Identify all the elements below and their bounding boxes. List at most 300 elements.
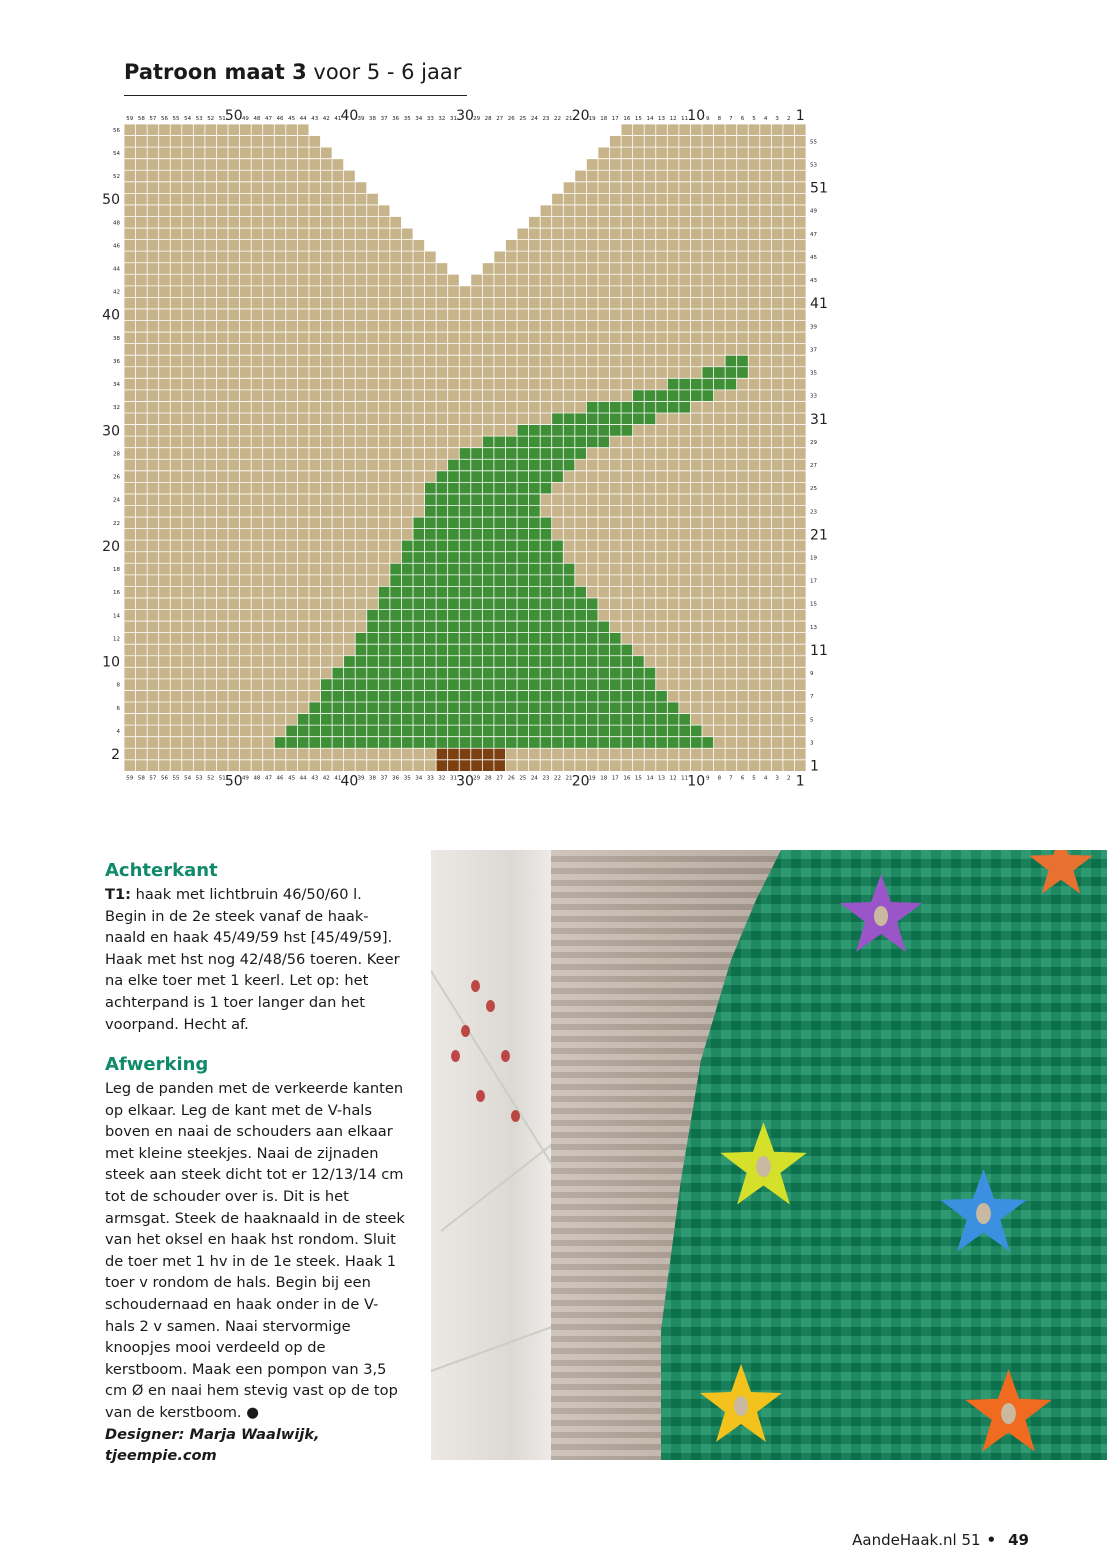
tree-cell <box>448 690 460 702</box>
column-label-bottom: 50 <box>224 773 243 790</box>
column-label-bottom: 54 <box>184 775 192 782</box>
tree-cell <box>286 725 298 737</box>
column-label-bottom: 45 <box>288 775 296 782</box>
tree-cell <box>667 378 679 390</box>
column-label-bottom: 7 <box>729 775 733 782</box>
tree-cell <box>540 459 552 471</box>
neck-cell <box>540 136 552 148</box>
column-label-top: 30 <box>456 108 474 124</box>
tree-cell <box>390 563 402 575</box>
neck-cell <box>436 124 448 136</box>
tree-cell <box>540 621 552 633</box>
tree-cell <box>690 737 702 749</box>
neck-cell <box>471 240 483 252</box>
tree-cell <box>413 725 425 737</box>
tree-cell <box>494 482 506 494</box>
tree-cell <box>274 737 286 749</box>
tree-cell <box>390 690 402 702</box>
page-footer: AandeHaak.nl 51 • 49 <box>852 1531 1029 1549</box>
tree-cell <box>552 563 564 575</box>
tree-cell <box>610 725 622 737</box>
tree-cell <box>390 575 402 587</box>
tree-cell <box>309 737 321 749</box>
tree-cell <box>586 610 598 622</box>
tree-cell <box>413 656 425 668</box>
tree-cell <box>448 552 460 564</box>
row-label-left: 40 <box>102 307 120 324</box>
tree-cell <box>401 714 413 726</box>
row-label-left: 2 <box>111 747 120 764</box>
tree-cell <box>448 529 460 541</box>
tree-cell <box>344 679 356 691</box>
tree-cell <box>540 598 552 610</box>
row-label-left: 56 <box>113 127 120 134</box>
tree-cell <box>297 714 309 726</box>
column-label-top: 19 <box>588 116 596 122</box>
tree-cell <box>413 667 425 679</box>
neck-cell <box>378 170 390 182</box>
row-label-right: 7 <box>810 694 814 701</box>
tree-cell <box>494 667 506 679</box>
tree-cell <box>575 679 587 691</box>
column-label-bottom: 43 <box>311 775 319 782</box>
row-label-right: 15 <box>810 601 818 608</box>
tree-cell <box>540 725 552 737</box>
tree-cell <box>540 552 552 564</box>
tree-cell <box>321 702 333 714</box>
star-button-blue-icon <box>936 1165 1031 1260</box>
column-label-bottom: 6 <box>740 775 745 782</box>
tree-cell <box>459 714 471 726</box>
tree-cell <box>505 679 517 691</box>
neck-cell <box>390 193 402 205</box>
tree-cell <box>413 529 425 541</box>
neck-cell <box>436 216 448 228</box>
tree-cell <box>517 563 529 575</box>
tree-cell <box>586 667 598 679</box>
neck-cell <box>390 136 402 148</box>
tree-cell <box>367 679 379 691</box>
tree-cell <box>413 633 425 645</box>
neck-cell <box>482 228 494 240</box>
tree-cell <box>425 575 437 587</box>
neck-cell <box>367 136 379 148</box>
neck-cell <box>390 205 402 217</box>
column-label-top: 13 <box>658 116 666 122</box>
neck-cell <box>332 136 344 148</box>
tree-cell <box>482 725 494 737</box>
neck-cell <box>459 216 471 228</box>
tree-cell <box>621 690 633 702</box>
row-label-right: 27 <box>810 463 818 470</box>
tree-cell <box>563 702 575 714</box>
tree-cell <box>436 471 448 483</box>
neck-cell <box>413 216 425 228</box>
neck-cell <box>448 193 460 205</box>
tree-cell <box>344 737 356 749</box>
neck-cell <box>471 136 483 148</box>
tree-cell <box>425 644 437 656</box>
tree-cell <box>505 598 517 610</box>
tree-cell <box>436 575 448 587</box>
neck-cell <box>436 182 448 194</box>
trunk-cell <box>448 748 460 760</box>
tree-cell <box>425 679 437 691</box>
tree-cell <box>598 702 610 714</box>
tree-cell <box>598 679 610 691</box>
row-label-right: 1 <box>810 758 819 775</box>
neck-cell <box>471 159 483 171</box>
tree-cell <box>471 725 483 737</box>
tree-cell <box>505 552 517 564</box>
neck-cell <box>552 147 564 159</box>
tree-cell <box>517 610 529 622</box>
neck-cell <box>563 124 575 136</box>
tree-cell <box>459 737 471 749</box>
afwerking-body: Leg de panden met de verkeerde kanten op elkaar. Leg de kant met de V-hals boven en naai de schouders aan elkaar met kleine steekjes. Naai de zijnaden steek aan steek dicht tot er 12/13/14 cm tot de schouder over is. Dit is het armsgat. Steek de haaknaald in de steek van het oksel en haak hst rondom. Sluit de toer met 1 hv in de 1e steek. Haak 1 toer v rondom de hals. Begin bij een schoudernaad en haak onder in de V-hals 2 v samen. Naai stervormige knoopjes mooi verdeeld op de kerstboom. Maak een pompon van 3,5 cm Ø en naai hem stevig vast op de top van de kerstboom. ● <box>105 1080 405 1421</box>
neck-cell <box>378 136 390 148</box>
tree-cell <box>436 737 448 749</box>
neck-cell <box>482 205 494 217</box>
column-label-top: 1 <box>795 108 805 124</box>
tree-cell <box>575 610 587 622</box>
tree-cell <box>482 471 494 483</box>
tree-cell <box>471 679 483 691</box>
neck-cell <box>575 147 587 159</box>
neck-cell <box>505 205 517 217</box>
tree-cell <box>575 598 587 610</box>
tree-cell <box>448 610 460 622</box>
tree-cell <box>413 702 425 714</box>
tree-cell <box>517 482 529 494</box>
neck-cell <box>459 240 471 252</box>
tree-cell <box>517 737 529 749</box>
tree-cell <box>482 737 494 749</box>
neck-cell <box>586 136 598 148</box>
tree-cell <box>459 725 471 737</box>
tree-cell <box>448 540 460 552</box>
tree-cell <box>679 737 691 749</box>
neck-cell <box>459 263 471 275</box>
neck-cell <box>344 124 356 136</box>
neck-cell <box>529 159 541 171</box>
tree-cell <box>436 714 448 726</box>
tree-cell <box>517 448 529 460</box>
neck-cell <box>529 136 541 148</box>
tree-cell <box>471 633 483 645</box>
tree-cell <box>494 598 506 610</box>
tree-cell <box>586 737 598 749</box>
row-label-right: 11 <box>810 642 828 659</box>
neck-cell <box>459 159 471 171</box>
neck-cell <box>540 124 552 136</box>
tree-cell <box>517 679 529 691</box>
neck-cell <box>436 147 448 159</box>
row-label-left: 54 <box>113 150 120 157</box>
neck-cell <box>459 136 471 148</box>
neck-cell <box>529 193 541 205</box>
tree-cell <box>471 563 483 575</box>
trunk-cell <box>436 748 448 760</box>
tree-cell <box>332 679 344 691</box>
tree-cell <box>471 656 483 668</box>
afwerking-text <box>105 1078 405 1467</box>
tree-cell <box>563 656 575 668</box>
tree-cell <box>471 737 483 749</box>
tree-cell <box>667 401 679 413</box>
tree-cell <box>529 494 541 506</box>
tree-cell <box>737 355 749 367</box>
tree-cell <box>436 679 448 691</box>
tree-cell <box>552 714 564 726</box>
tree-cell <box>610 425 622 437</box>
neck-cell <box>448 240 460 252</box>
tree-cell <box>459 690 471 702</box>
column-label-top: 44 <box>299 116 307 122</box>
tree-cell <box>459 633 471 645</box>
column-label-bottom: 39 <box>357 775 365 782</box>
column-label-bottom: 17 <box>611 775 619 782</box>
tree-cell <box>737 367 749 379</box>
tree-cell <box>529 610 541 622</box>
tree-cell <box>425 737 437 749</box>
tree-cell <box>482 633 494 645</box>
tree-cell <box>656 401 668 413</box>
row-label-right: 9 <box>810 671 814 678</box>
neck-cell <box>494 170 506 182</box>
tree-cell <box>471 690 483 702</box>
neck-cell <box>367 182 379 194</box>
row-label-left: 32 <box>113 405 120 412</box>
tree-cell <box>575 586 587 598</box>
column-label-bottom: 57 <box>149 775 157 782</box>
tree-cell <box>505 529 517 541</box>
tree-cell <box>390 714 402 726</box>
tree-cell <box>425 621 437 633</box>
neck-cell <box>378 159 390 171</box>
tree-cell <box>401 575 413 587</box>
neck-cell <box>575 124 587 136</box>
neck-cell <box>436 251 448 263</box>
tree-cell <box>505 656 517 668</box>
tree-cell <box>656 725 668 737</box>
tree-cell <box>494 621 506 633</box>
tree-cell <box>471 575 483 587</box>
tree-cell <box>552 586 564 598</box>
tree-cell <box>540 575 552 587</box>
tree-cell <box>575 621 587 633</box>
tree-cell <box>390 633 402 645</box>
column-label-top: 22 <box>554 116 561 122</box>
row-label-left: 38 <box>113 335 120 342</box>
column-label-bottom: 34 <box>415 775 423 782</box>
tree-cell <box>482 586 494 598</box>
column-label-bottom: 42 <box>322 775 330 782</box>
tree-cell <box>459 459 471 471</box>
tree-cell <box>656 702 668 714</box>
column-label-bottom: 15 <box>634 775 642 782</box>
tree-cell <box>401 702 413 714</box>
tree-cell <box>332 702 344 714</box>
row-label-left: 26 <box>113 474 120 481</box>
neck-cell <box>494 136 506 148</box>
tree-cell <box>610 656 622 668</box>
neck-cell <box>529 124 541 136</box>
tree-cell <box>321 679 333 691</box>
tree-cell <box>575 737 587 749</box>
column-label-top: 58 <box>137 116 145 122</box>
column-label-top: 9 <box>706 116 710 122</box>
tree-cell <box>563 737 575 749</box>
column-label-top: 46 <box>276 116 284 122</box>
neck-cell <box>482 251 494 263</box>
tree-cell <box>517 667 529 679</box>
tree-cell <box>459 529 471 541</box>
tree-cell <box>448 644 460 656</box>
column-label-bottom: 59 <box>126 775 134 782</box>
tree-cell <box>355 714 367 726</box>
neck-cell <box>355 159 367 171</box>
tree-cell <box>725 367 737 379</box>
column-label-bottom: 19 <box>588 775 596 782</box>
tree-cell <box>367 644 379 656</box>
neck-cell <box>321 124 333 136</box>
tree-cell <box>297 725 309 737</box>
tree-cell <box>482 621 494 633</box>
neck-cell <box>344 147 356 159</box>
column-label-top: 37 <box>380 116 388 122</box>
tree-cell <box>471 586 483 598</box>
neck-cell <box>355 147 367 159</box>
tree-cell <box>586 436 598 448</box>
neck-cell <box>517 182 529 194</box>
tree-cell <box>367 702 379 714</box>
tree-cell <box>367 610 379 622</box>
neck-cell <box>517 147 529 159</box>
tree-cell <box>517 459 529 471</box>
tree-cell <box>563 413 575 425</box>
tree-cell <box>702 390 714 402</box>
neck-cell <box>517 205 529 217</box>
tree-cell <box>413 586 425 598</box>
tree-cell <box>621 401 633 413</box>
tree-cell <box>610 644 622 656</box>
column-label-top: 31 <box>449 116 457 122</box>
neck-cell <box>448 263 460 275</box>
column-label-top: 51 <box>218 116 226 122</box>
tree-cell <box>529 471 541 483</box>
neck-cell <box>540 193 552 205</box>
row-label-right: 31 <box>810 411 828 428</box>
column-label-top: 56 <box>160 116 168 122</box>
tree-cell <box>575 425 587 437</box>
tree-cell <box>425 505 437 517</box>
tree-cell <box>679 725 691 737</box>
tree-cell <box>436 540 448 552</box>
tree-cell <box>540 690 552 702</box>
tree-cell <box>679 378 691 390</box>
neck-cell <box>529 147 541 159</box>
row-label-right: 29 <box>810 439 818 446</box>
tree-cell <box>725 355 737 367</box>
tree-cell <box>644 413 656 425</box>
tree-cell <box>529 737 541 749</box>
neck-cell <box>355 136 367 148</box>
tree-cell <box>425 633 437 645</box>
neck-cell <box>505 136 517 148</box>
neck-cell <box>494 147 506 159</box>
tree-cell <box>540 667 552 679</box>
tree-cell <box>482 610 494 622</box>
crochet-photo <box>431 850 1107 1460</box>
tree-cell <box>529 459 541 471</box>
tree-cell <box>425 702 437 714</box>
tree-cell <box>425 529 437 541</box>
tree-cell <box>656 390 668 402</box>
tree-cell <box>378 586 390 598</box>
neck-cell <box>610 124 622 136</box>
neck-cell <box>413 228 425 240</box>
tree-cell <box>332 737 344 749</box>
tree-cell <box>401 679 413 691</box>
column-label-top: 17 <box>611 116 619 122</box>
tree-cell <box>482 690 494 702</box>
neck-cell <box>425 124 437 136</box>
tree-cell <box>563 679 575 691</box>
neck-cell <box>494 216 506 228</box>
neck-cell <box>425 216 437 228</box>
tree-cell <box>598 737 610 749</box>
tree-cell <box>529 563 541 575</box>
page-number: 49 <box>1008 1531 1029 1549</box>
tree-cell <box>586 702 598 714</box>
neck-cell <box>401 216 413 228</box>
tree-cell <box>378 667 390 679</box>
tree-cell <box>448 679 460 691</box>
tree-cell <box>448 517 460 529</box>
tree-cell <box>610 690 622 702</box>
tree-cell <box>517 471 529 483</box>
tree-cell <box>471 714 483 726</box>
column-label-top: 40 <box>340 108 359 124</box>
tree-cell <box>471 459 483 471</box>
tree-cell <box>378 644 390 656</box>
star-button-lime-icon <box>716 1118 811 1213</box>
tree-cell <box>644 714 656 726</box>
tree-cell <box>517 436 529 448</box>
column-label-bottom: 58 <box>137 775 145 782</box>
neck-cell <box>494 182 506 194</box>
tree-cell <box>517 529 529 541</box>
tree-cell <box>505 540 517 552</box>
column-label-top: 2 <box>786 116 791 122</box>
neck-cell <box>563 170 575 182</box>
tree-cell <box>436 610 448 622</box>
neck-cell <box>552 159 564 171</box>
tree-cell <box>563 633 575 645</box>
column-label-bottom: 14 <box>646 775 654 782</box>
column-label-top: 12 <box>669 116 677 122</box>
tree-cell <box>378 633 390 645</box>
tree-cell <box>575 644 587 656</box>
neck-cell <box>413 147 425 159</box>
neck-cell <box>448 251 460 263</box>
tree-cell <box>425 586 437 598</box>
column-label-bottom: 22 <box>554 775 561 782</box>
row-label-right: 13 <box>810 624 818 631</box>
column-label-bottom: 27 <box>496 775 504 782</box>
tree-cell <box>459 667 471 679</box>
